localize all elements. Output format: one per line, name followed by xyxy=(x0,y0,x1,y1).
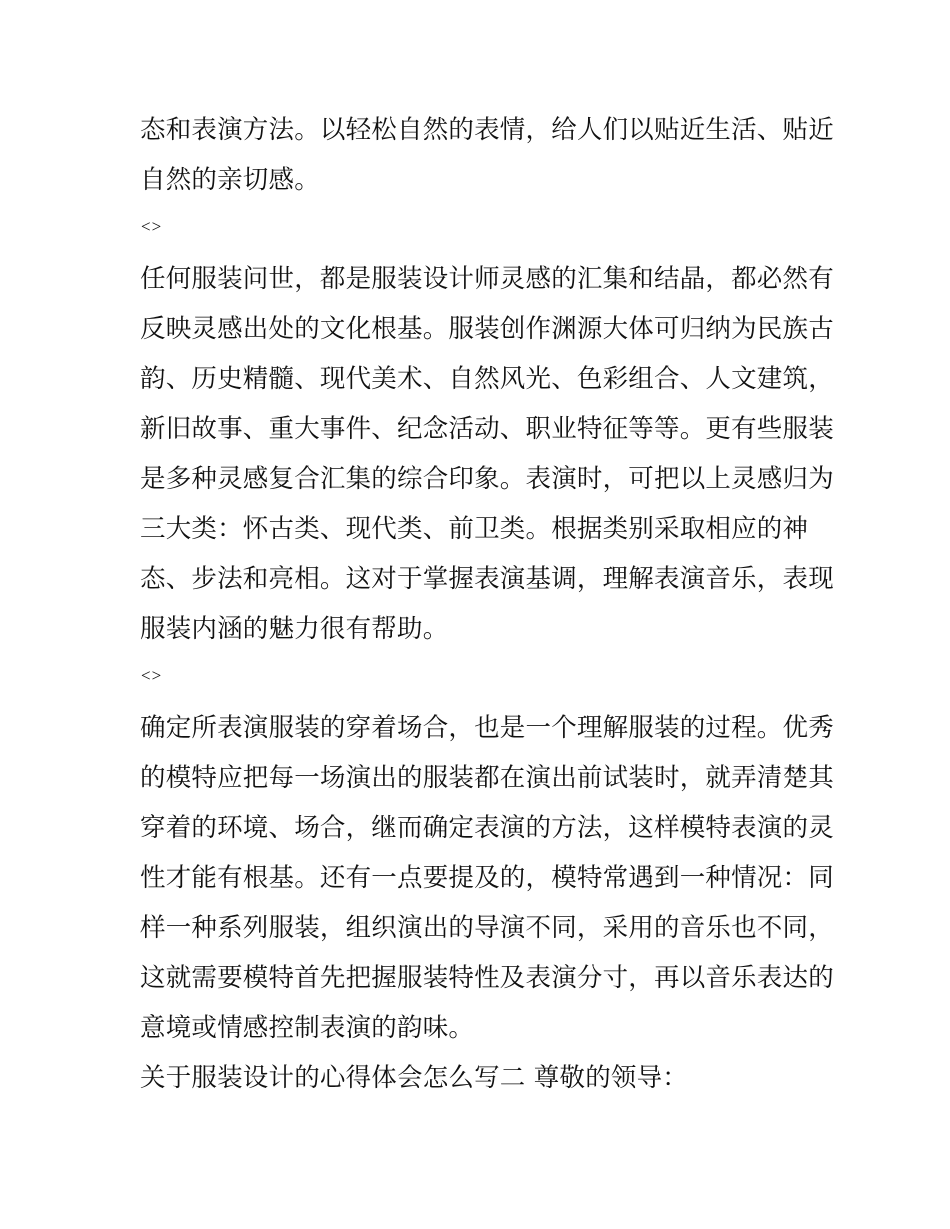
paragraph-line: 任何服装问世，都是服装设计师灵感的汇集和结晶，都必然有 xyxy=(140,264,834,294)
paragraph-line: 自然的亲切感。 xyxy=(140,165,320,195)
paragraph-line: 韵、历史精髓、现代美术、自然风光、色彩组合、人文建筑， xyxy=(140,364,834,394)
paragraph-line: 态和表演方法。以轻松自然的表情，给人们以贴近生活、贴近 xyxy=(140,115,834,145)
paragraph-line: 这就需要模特首先把握服装特性及表演分寸，再以音乐表达的 xyxy=(140,963,834,993)
paragraph-line: 样一种系列服装，组织演出的导演不同，采用的音乐也不同， xyxy=(140,913,834,943)
paragraph-line: 意境或情感控制表演的韵味。 xyxy=(140,1013,475,1043)
paragraph-line: 态、步法和亮相。这对于掌握表演基调，理解表演音乐，表现 xyxy=(140,564,834,594)
paragraph-line: 的模特应把每一场演出的服装都在演出前试装时，就弄清楚其 xyxy=(140,763,834,793)
paragraph-line: 性才能有根基。还有一点要提及的，模特常遇到一种情况：同 xyxy=(140,863,834,893)
section-heading: 关于服装设计的心得体会怎么写二 尊敬的领导： xyxy=(140,1063,689,1093)
paragraph-line: 新旧故事、重大事件、纪念活动、职业特征等等。更有些服装 xyxy=(140,414,834,444)
paragraph-line: 三大类：怀古类、现代类、前卫类。根据类别采取相应的神 xyxy=(140,514,809,544)
section-separator: <> xyxy=(141,666,163,685)
paragraph-line: 服装内涵的魅力很有帮助。 xyxy=(140,614,449,644)
paragraph-line: 是多种灵感复合汇集的综合印象。表演时，可把以上灵感归为 xyxy=(140,464,834,494)
paragraph-line: 穿着的环境、场合，继而确定表演的方法，这样模特表演的灵 xyxy=(140,813,834,843)
paragraph-line: 反映灵感出处的文化根基。服装创作渊源大体可归纳为民族古 xyxy=(140,314,834,344)
paragraph-line: 确定所表演服装的穿着场合，也是一个理解服装的过程。优秀 xyxy=(140,713,834,743)
section-separator: <> xyxy=(141,217,163,236)
